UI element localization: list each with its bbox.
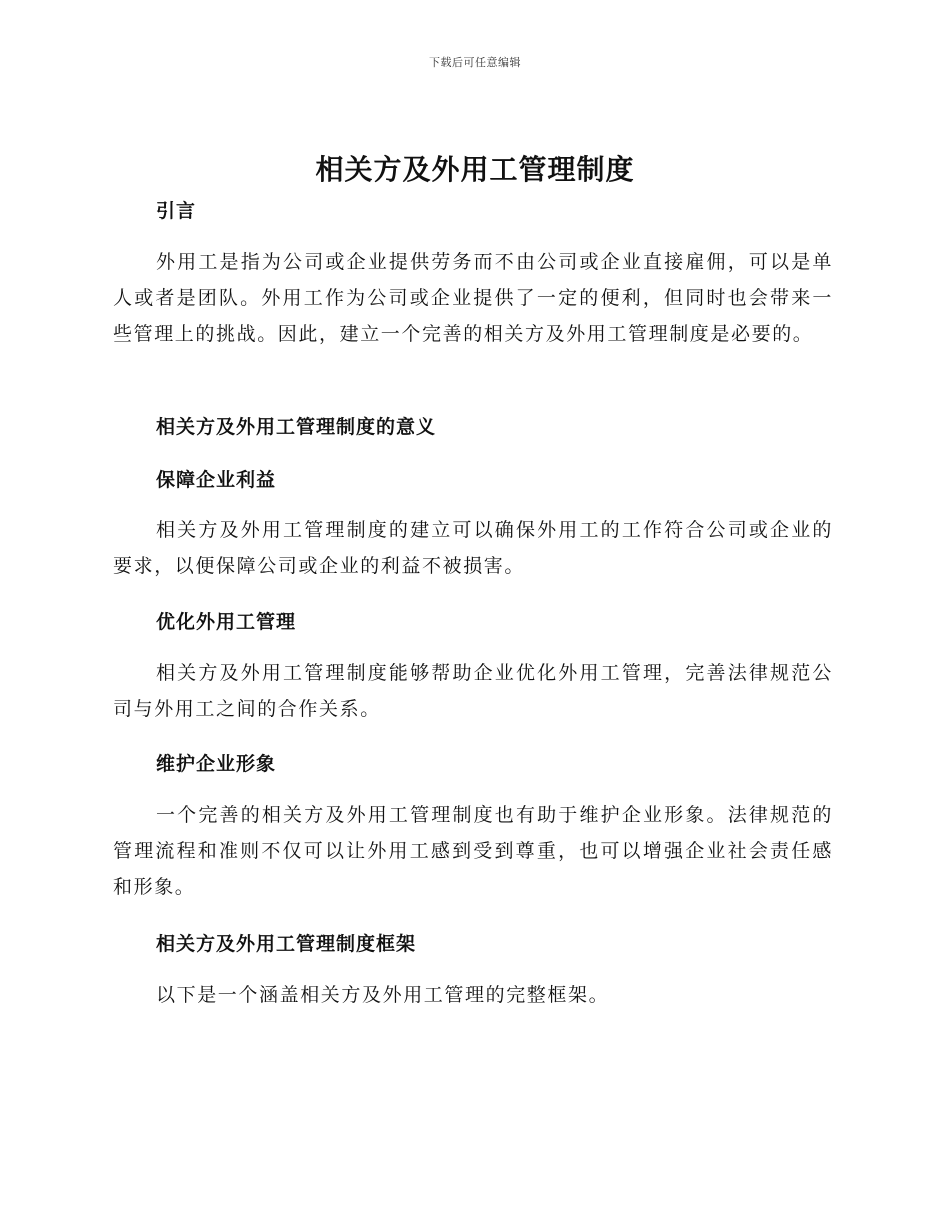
document-title: 相关方及外用工管理制度 bbox=[315, 153, 635, 186]
intro-paragraph: 外用工是指为公司或企业提供劳务而不由公司或企业直接雇佣，可以是单人或者是团队。外用工作为公司或企业提供了一定的便利，但同时也会带来一些管理上的挑战。因此，建立一个完善的相关方及外用工管理制度是必要的。 bbox=[113, 251, 833, 345]
maintain-image-paragraph: 一个完善的相关方及外用工管理制度也有助于维护企业形象。法律规范的管理流程和准则不仅可以让外用工感到受到尊重，也可以增强企业社会责任感和形象。 bbox=[113, 804, 833, 898]
optimize-management-heading: 优化外用工管理 bbox=[156, 611, 297, 633]
optimize-management-paragraph: 相关方及外用工管理制度能够帮助企业优化外用工管理，完善法律规范公司与外用工之间的合作关系。 bbox=[113, 662, 833, 720]
protect-interests-heading: 保障企业利益 bbox=[156, 469, 277, 491]
header-note: 下载后可任意编辑 bbox=[429, 56, 521, 69]
maintain-image-heading: 维护企业形象 bbox=[156, 753, 277, 775]
intro-heading: 引言 bbox=[156, 200, 197, 222]
significance-heading: 相关方及外用工管理制度的意义 bbox=[156, 416, 437, 438]
framework-heading: 相关方及外用工管理制度框架 bbox=[156, 933, 417, 955]
protect-interests-paragraph: 相关方及外用工管理制度的建立可以确保外用工的工作符合公司或企业的要求，以便保障公司或企业的利益不被损害。 bbox=[113, 519, 833, 577]
framework-paragraph: 以下是一个涵盖相关方及外用工管理的完整框架。 bbox=[156, 984, 610, 1006]
